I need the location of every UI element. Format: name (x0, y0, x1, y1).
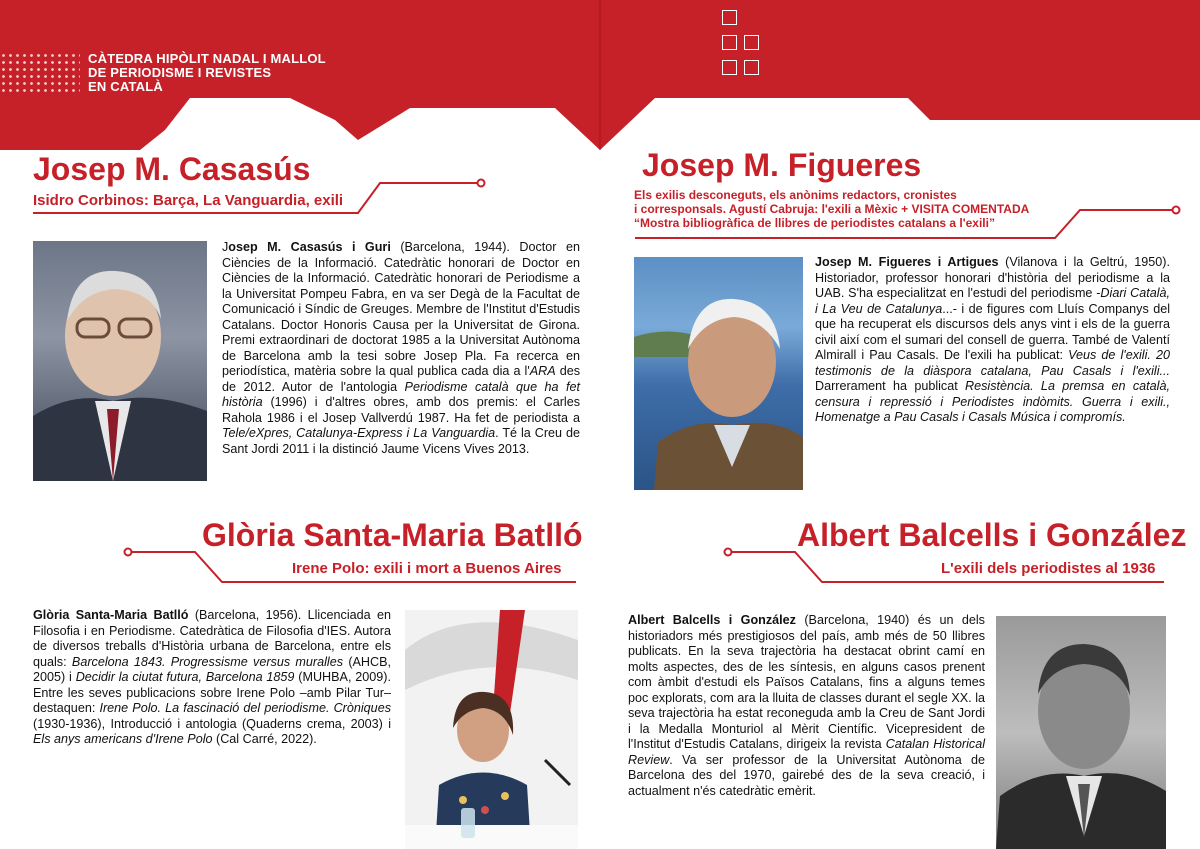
bio-text: (MUHBA, 2009). Entre les seves publicacions sobre Irene Polo –amb Pilar Tur– destaquen: (33, 670, 392, 715)
speaker-3-connector (100, 535, 600, 595)
speaker-2-talk-line: “Mostra bibliogràfica de llibres de periodistes catalans a l'exili” (634, 216, 995, 230)
speaker-3-photo (405, 610, 578, 849)
bio-text: (1930-1936), Introducció i antologia (Quaderns crema, 2003) i (33, 716, 391, 731)
bio-italic: Decidir la ciutat futura, Barcelona 1859 (75, 670, 295, 684)
speaker-1-name: Josep M. Casasús (33, 151, 311, 187)
bio-text: (1996) i d'altres obres, amb dos premis: el Carles Rahola 1986 i el Josep Vallverdú 1987. Ha fet de periodista a (222, 395, 580, 425)
speaker-1-connector (0, 175, 500, 225)
speaker-2-connector (600, 170, 1200, 250)
speaker-4-bio (628, 613, 985, 799)
bio-italic: Catalan Historical Review (628, 737, 985, 767)
speaker-2-name: Josep M. Figueres (642, 147, 922, 183)
bio-bold: Glòria Santa-Maria Batlló (33, 608, 189, 622)
speaker-3-talk: Irene Polo: exili i mort a Buenos Aires (292, 560, 562, 577)
header-title-line-1: CÀTEDRA HIPÒLIT NADAL I MALLOL (88, 51, 326, 66)
bio-bold: osep M. Casasús i Guri (228, 240, 391, 254)
bio-text: (Barcelona, 1956). Llicenciada en Filosofia i en Periodisme. Catedràtica de Filosofia d'IES. Autora de diversos treballs d'Història urbana de Barcelona, entre els quals: (33, 608, 391, 669)
header-title-line-3: EN CATALÀ (88, 79, 163, 94)
speaker-4-talk: L'exili dels periodistes al 1936 (941, 560, 1156, 577)
speaker-2-bio (815, 255, 1170, 426)
bio-text: . Va ser professor de la Universitat Autònoma de Barcelona des del 1970, gairebé des de la seva creació, i actualment n'és catedràtic emèrit. (628, 752, 985, 798)
speaker-1-photo (33, 241, 207, 481)
bio-bold: Josep M. Figueres i Artigues (815, 255, 999, 269)
speaker-1-bio (222, 240, 580, 457)
speaker-1-talk: Isidro Corbinos: Barça, La Vanguardia, exili (33, 192, 344, 209)
bio-italic: Els anys americans d'Irene Polo (33, 732, 213, 746)
header-title-line-2: DE PERIODISME I REVISTES (88, 65, 272, 80)
bio-text: . Té la Creu de Sant Jordi 2011 i la distinció Jaume Vicens Vives 2013. (222, 426, 580, 456)
bio-text: J (222, 240, 229, 254)
logo-square (744, 60, 759, 75)
logo-square (722, 35, 737, 50)
bio-bold: Albert Balcells i González (628, 613, 796, 627)
speaker-4-connector (700, 535, 1180, 595)
bio-italic: ARA (529, 364, 556, 378)
dot-pattern (0, 52, 80, 92)
bio-text: (Cal Carré, 2022). (212, 732, 317, 746)
speaker-3-bio (33, 608, 391, 748)
bio-text: (AHCB, 2005) i (33, 654, 391, 684)
bio-italic: Tele/eXpres, Catalunya-Express i La Vanguardia (222, 426, 496, 440)
speaker-4-photo (996, 616, 1166, 849)
squares-logo (722, 10, 768, 76)
bio-text: Darrerament ha publicat (815, 379, 966, 393)
speaker-3-name: Glòria Santa-Maria Batlló (202, 517, 583, 553)
bio-italic: Resistència. La premsa en català, censura i repressió i Periodistes indòmits. Guerra i exili., Homenatge a Pau Casals i Casals Música i compromís. (815, 379, 1170, 424)
speaker-2-talk-line: Els exilis desconeguts, els anònims redactors, cronistes (634, 188, 957, 202)
speaker-2-talk-line: i corresponsals. Agustí Cabruja: l'exili a Mèxic + VISITA COMENTADA (634, 202, 1030, 216)
bio-text: (Barcelona, 1940) és un dels historiadors més prestigiosos del país, amb més de 50 llibres publicats. En la seva trajectòria ha destacat obrint camí en molts aspectes, des de les síntesis, en alguns casos prenent com àmbit d'estudi els Països Catalans, fins a alguns temes poc explorats, com ara la lluita de classes durant el segle XX. la seva trajectòria ha estat reconeguda amb la Creu de Sant Jordi i la Medalla Monturiol al Mèrit Científic. Vicepresident de l'Institut d'Estudis Catalans, dirigeix la revista (628, 613, 985, 751)
bio-italic: Barcelona 1843. Progressisme versus muralles (71, 654, 344, 669)
bio-italic: Irene Polo. La fascinació del periodisme. Cròniques (99, 701, 391, 715)
speaker-2-photo (634, 257, 803, 490)
bio-italic: Veus de l'exili. 20 testimonis de la diàspora catalana, Pau Casals i l'exili... (815, 348, 1170, 378)
bio-italic: Periodisme català que ha fet història (222, 379, 580, 409)
bio-text: (Vilanova i la Geltrú, 1950). Historiador, professor honorari d'història del periodisme a la UAB. S'ha especialitzat en l'estudi del periodisme - (815, 255, 1170, 300)
logo-square (722, 60, 737, 75)
logo-square (722, 10, 737, 25)
logo-square (744, 35, 759, 50)
bio-text: (Barcelona, 1944). Doctor en Ciències de la Informació. Catedràtic honorari de Doctor en Ciències de la Informació. Catedràtic honorari de Periodisme a la Universitat Pompeu Fabra, en va ser Degà de la Facultat de Comunicació i Síndic de Greuges. Membre de l'Institut d'Estudis Catalans. Doctor Honoris Causa per la Universitat de Girona. Premi extraordinari de doctorat 1985 a la Universitat Autònoma de Barcelona amb la tesi sobre Josep Pla. Fa recerca en periodística, matèria sobre la qual publica cada dia a l' (222, 240, 580, 378)
header-title (88, 52, 326, 94)
bio-italic: Diari Català, i La Veu de Catalunya (815, 286, 1170, 316)
bio-text: ...- i de figures com Lluís Companys del que ha recuperat els discursos dels anys vint i els de la guerra civil així com el sumari del consell de guerra. També de Valentí Almirall i Pau Casals. De l'exili ha publicat: (815, 301, 1171, 362)
speaker-4-name: Albert Balcells i González (797, 517, 1187, 553)
bio-text: des de 2012. Autor de l'antologia (222, 364, 580, 394)
